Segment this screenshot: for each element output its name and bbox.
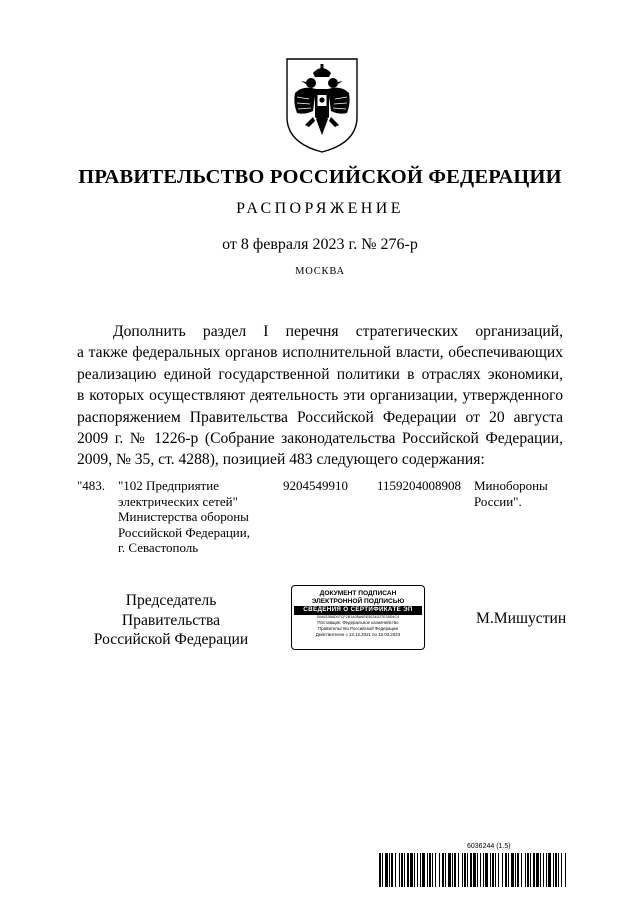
stamp-owner: Правительство Российской Федерации (318, 625, 398, 631)
order-text (77, 321, 563, 471)
organization-ogrn: 1159204008908 (377, 478, 462, 493)
text-line: Дополнить раздел I перечня стратегических организаций, (113, 323, 563, 340)
text-line: 2009 г. № 1226-р (Собрание законодательства Российской Федерации, (77, 430, 563, 448)
organization-name-line: электрических сетей" (118, 493, 238, 509)
text-line: 2009, № 35, ст. 4288), позицией 483 следующего содержания: (77, 451, 485, 469)
organization-name-line: Российской Федерации, (118, 524, 250, 540)
ministry-name-line: России". (474, 493, 522, 509)
signer-title-line: Председатель Правительства (121, 592, 221, 629)
electronic-signature-stamp (291, 585, 425, 650)
signer-name: М.Мишустин (476, 610, 567, 627)
stamp-serial: 00A633B8D07CF2B1A35A6EE5024D27E39D4C4 (316, 614, 400, 619)
text-line: реализацию единой государственной политики в отраслях экономики, (77, 365, 563, 383)
document-type: РАСПОРЯЖЕНИЕ (236, 200, 404, 217)
stamp-issuer: Поставщик: Федеральное казначейство (317, 620, 399, 625)
organization-name-line: Министерства обороны (118, 509, 249, 524)
barcode-icon (379, 853, 567, 887)
barcode-number: 6036244 (1.5) (467, 843, 511, 850)
stamp-line: ДОКУМЕНТ ПОДПИСАН (319, 590, 397, 597)
text-line: а также федеральных органов исполнительной власти, обеспечивающих (77, 344, 563, 362)
stamp-certificate-bar: СВЕДЕНИЯ О СЕРТИФИКАТЕ ЭП (294, 606, 422, 614)
ministry-name (474, 478, 570, 509)
organization-inn: 9204549910 (283, 478, 348, 493)
signer-title-line: Российской Федерации (93, 631, 249, 648)
organization-name-line: "102 Предприятие (118, 478, 219, 493)
document-date-number: от 8 февраля 2023 г. № 276-р (222, 236, 418, 253)
text-line: распоряжением Правительства Российской Федерации от 20 августа (77, 408, 563, 426)
organization-name (118, 478, 278, 556)
organization-name-line: г. Севастополь (118, 540, 199, 555)
document-city: МОСКВА (295, 266, 345, 277)
signer-title (77, 591, 265, 650)
coat-of-arms-emblem (283, 55, 361, 155)
stamp-line: ЭЛЕКТРОННОЙ ПОДПИСЬЮ (311, 597, 405, 605)
position-number: "483. (77, 478, 106, 493)
stamp-validity: Действителен с 13.12.2021 по 13.03.2023 (315, 631, 401, 637)
ministry-name-line: Минобороны (474, 478, 548, 493)
text-line: в которых осуществляют деятельность эти организации, утвержденного (77, 387, 563, 405)
government-title: ПРАВИТЕЛЬСТВО РОССИЙСКОЙ ФЕДЕРАЦИИ (78, 166, 562, 188)
